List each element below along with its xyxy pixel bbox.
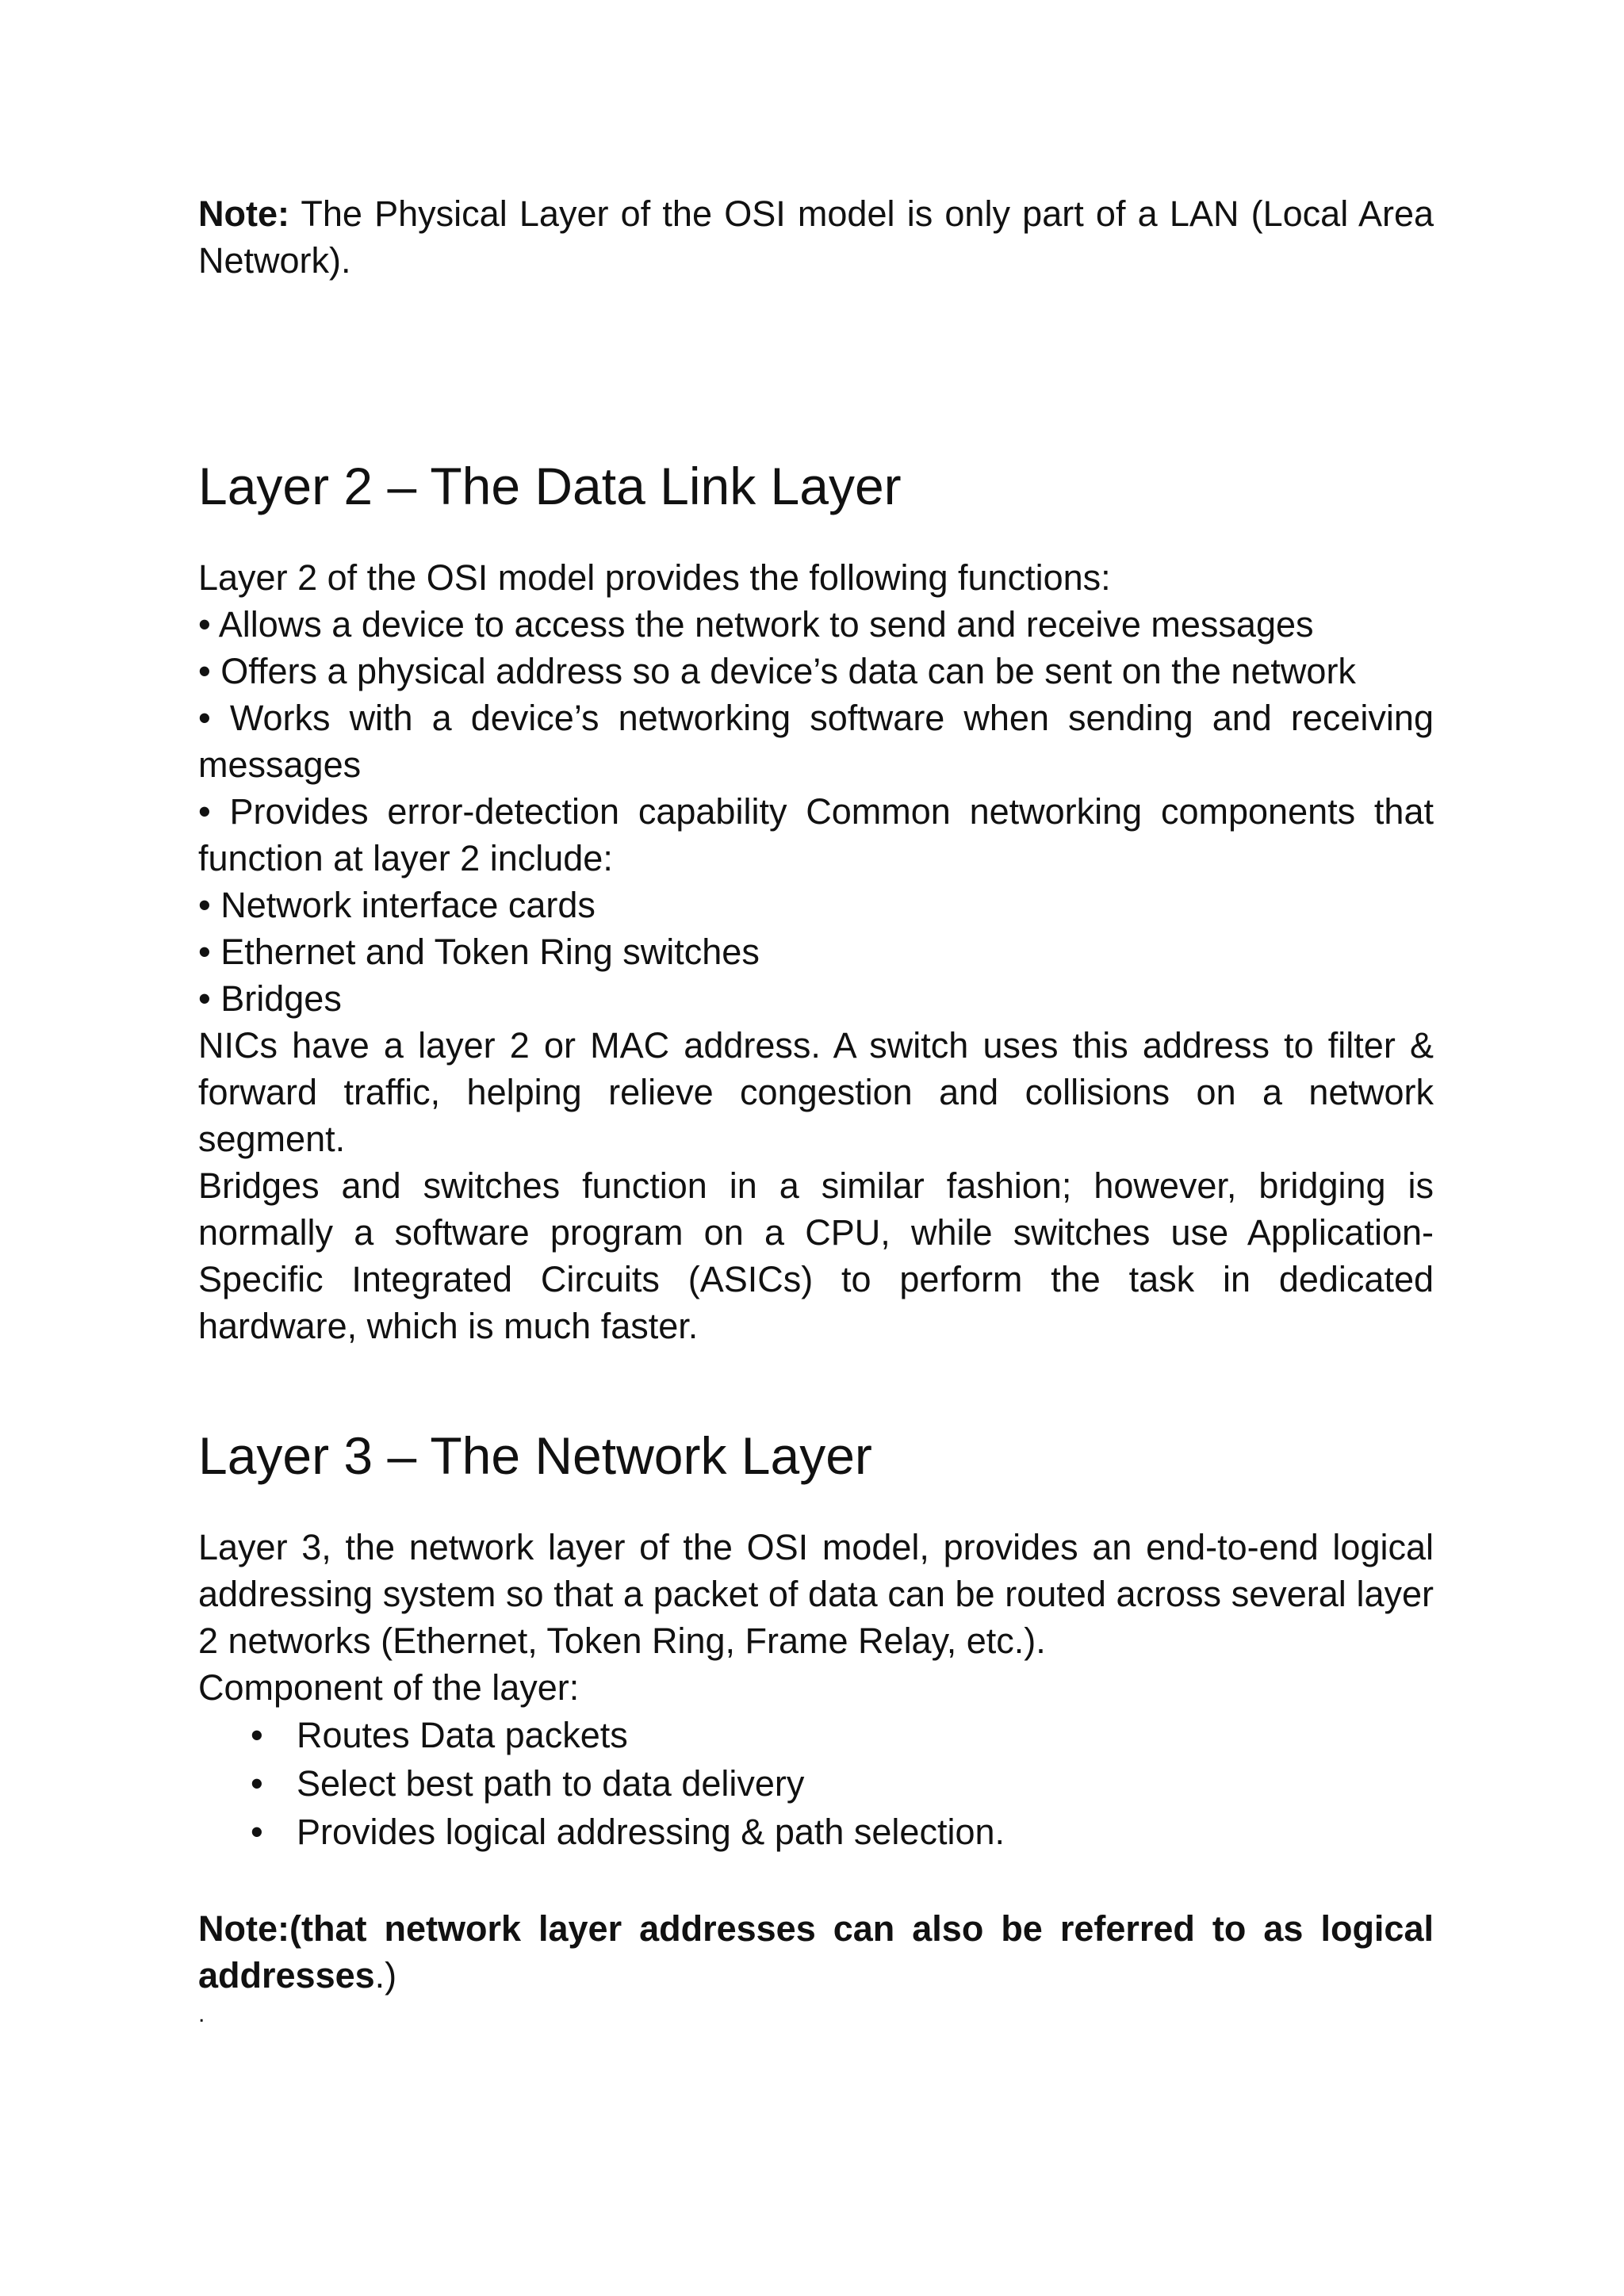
list-item-text: Provides logical addressing & path selection. (297, 1812, 1005, 1852)
document-page (198, 190, 1434, 2030)
layer2-nics-paragraph: NICs have a layer 2 or MAC address. A switch uses this address to filter & forward traffic, helping relieve congestion and collisions on a network segment. (198, 1025, 1434, 1159)
note-label: Note: (198, 193, 289, 234)
layer2-function-3: • Works with a device’s networking software when sending and receiving messages (198, 698, 1434, 785)
list-item (198, 1711, 1434, 1759)
layer2-intro: Layer 2 of the OSI model provides the following functions: (198, 557, 1111, 598)
bullet-icon: • (251, 1763, 263, 1804)
bullet-icon: • (251, 1715, 263, 1755)
note-bold-text: Note:(that network layer addresses can also be referred to as logical addresses (198, 1908, 1434, 1996)
physical-layer-note (198, 190, 1434, 284)
layer3-component-label: Component of the layer: (198, 1667, 580, 1708)
trailing-dot: . (198, 2001, 205, 2027)
layer2-bridges-paragraph: Bridges and switches function in a similar fashion; however, bridging is normally a software program on a CPU, while switches use Application-Specific Integrated Circuits (ASICs) to perform the task in dedicated hardware, which is much faster. (198, 1165, 1434, 1346)
layer2-function-1: • Allows a device to access the network to send and receive messages (198, 604, 1314, 645)
bullet-icon: • (251, 1812, 263, 1852)
list-item-text: Select best path to data delivery (297, 1763, 805, 1804)
layer3-heading: Layer 3 – The Network Layer (198, 1426, 872, 1485)
list-item-text: Routes Data packets (297, 1715, 628, 1755)
layer2-function-4: • Provides error-detection capability Common networking components that function at layer 2 include: (198, 791, 1434, 878)
list-item (198, 1759, 1434, 1808)
note-tail-text: .) (374, 1955, 397, 1996)
layer3-bullet-list (198, 1711, 1434, 1856)
layer2-component-3: • Bridges (198, 978, 342, 1019)
layer2-function-2: • Offers a physical address so a device’s data can be sent on the network (198, 651, 1356, 691)
logical-address-note (198, 1905, 1434, 1999)
note-text: The Physical Layer of the OSI model is only part of a LAN (Local Area Network). (198, 193, 1434, 281)
layer2-heading: Layer 2 – The Data Link Layer (198, 457, 902, 515)
layer2-component-2: • Ethernet and Token Ring switches (198, 932, 760, 972)
layer3-intro: Layer 3, the network layer of the OSI model, provides an end-to-end logical addressing system so that a packet of data can be routed across several layer 2 networks (Ethernet, Token Ring, Frame Relay, etc.). (198, 1527, 1434, 1661)
layer2-component-1: • Network interface cards (198, 885, 596, 925)
list-item (198, 1808, 1434, 1856)
